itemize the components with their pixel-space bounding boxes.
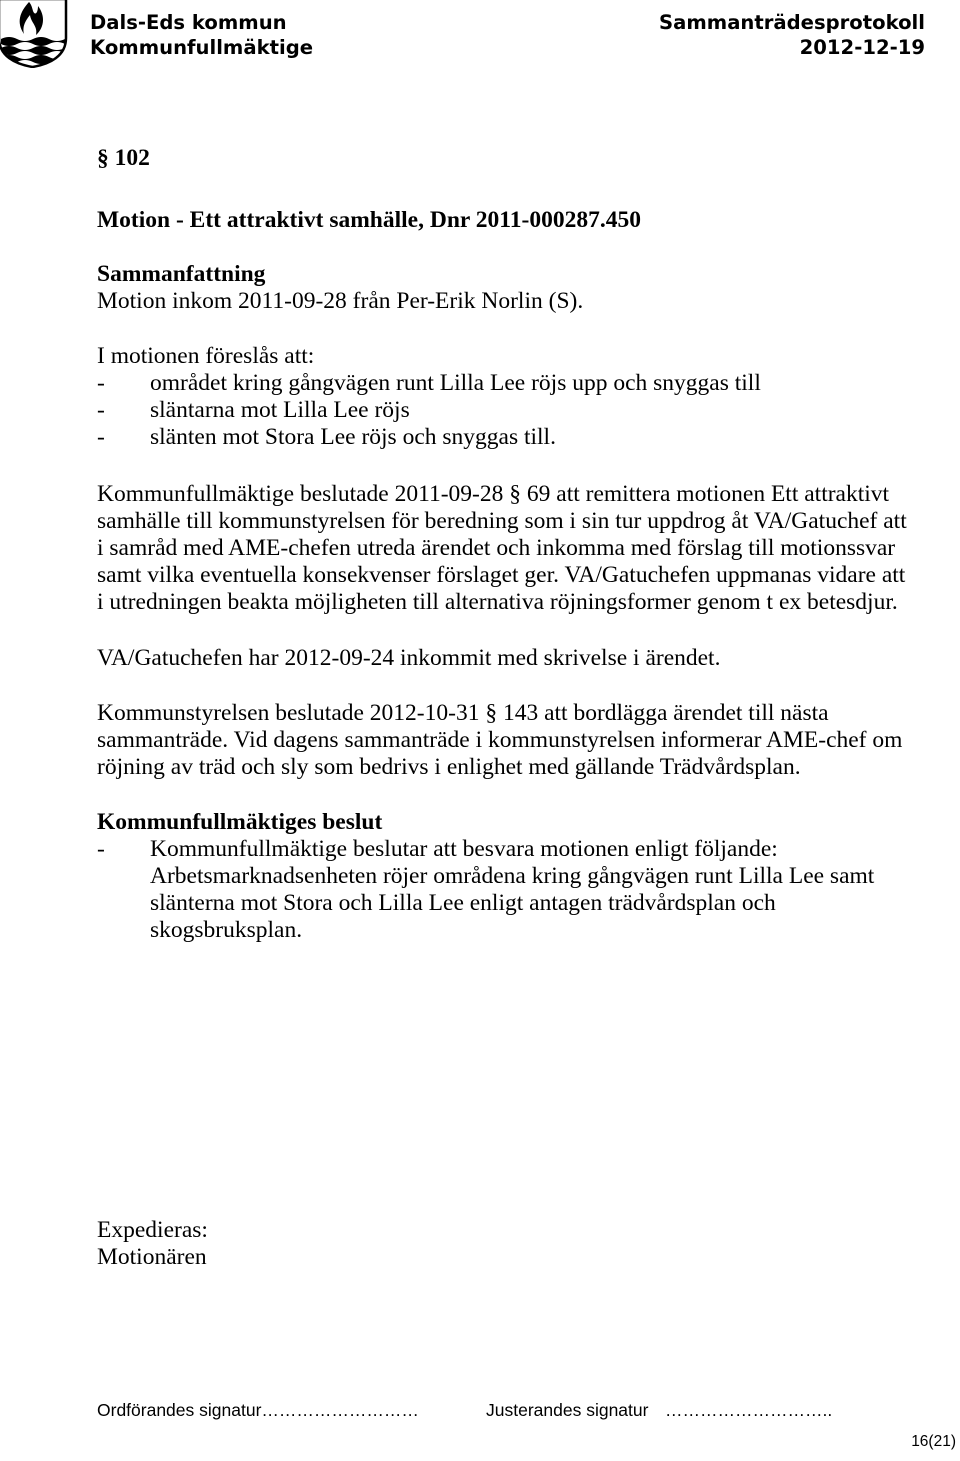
paragraph-line: samhälle till kommunstyrelsen för beredning som i sin tur uppdrog åt VA/Gatuchef att [97, 508, 907, 534]
paragraph-line: Kommunstyrelsen beslutade 2012-10-31 § 143 att bordlägga ärendet till nästa [97, 700, 829, 726]
list-marker: - [97, 424, 105, 450]
adjuster-signature-line: ……………………….. [665, 1400, 833, 1420]
municipality-name: Dals-Eds kommun [90, 11, 287, 34]
list-item [97, 424, 761, 451]
background-paragraph-3 [97, 700, 902, 781]
decision-block [97, 809, 874, 944]
list-item [97, 397, 761, 424]
paragraph-line: samt vilka eventuella konsekvenser förslaget ger. VA/Gatuchefen uppmanas vidare att [97, 562, 906, 588]
proposal-intro: I motionen föreslås att: [97, 343, 315, 369]
document-type: Sammanträdesprotokoll [659, 11, 925, 34]
summary-text: Motion inkom 2011-09-28 från Per-Erik Norlin (S). [97, 288, 584, 314]
proposal-block [97, 343, 761, 451]
decision-heading: Kommunfullmäktiges beslut [97, 809, 383, 835]
list-item-continuation: slänterna mot Stora och Lilla Lee enligt antagen trädvårdsplan och [150, 890, 776, 916]
adjuster-signature-label: Justerandes signatur [486, 1400, 649, 1420]
chair-signature-label: Ordförandes signatur [97, 1400, 262, 1420]
section-number: § 102 [97, 145, 150, 171]
list-item-text: slänten mot Stora Lee röjs och snyggas till. [150, 424, 556, 450]
paragraph-line: Kommunfullmäktige beslutade 2011-09-28 § 69 att remittera motionen Ett attraktivt [97, 481, 890, 507]
list-item-continuation: skogsbruksplan. [150, 917, 303, 943]
distribution-recipient: Motionären [97, 1244, 207, 1270]
summary-heading: Sammanfattning [97, 261, 266, 287]
chair-signature-line: ……………………… [261, 1400, 419, 1420]
distribution-block [97, 1217, 208, 1271]
list-item-continuation: Arbetsmarknadsenheten röjer områdena kring gångvägen runt Lilla Lee samt [150, 863, 875, 889]
coat-of-arms-icon [0, 0, 68, 68]
summary-block [97, 261, 583, 315]
list-item [97, 836, 874, 863]
page-number: 16(21) [911, 1433, 956, 1450]
list-marker: - [97, 397, 105, 423]
list-marker: - [97, 836, 105, 862]
meeting-date: 2012-12-19 [799, 36, 925, 59]
list-item-text: området kring gångvägen runt Lilla Lee röjs upp och snyggas till [150, 370, 761, 396]
chair-signature [97, 1400, 419, 1420]
distribution-heading: Expedieras: [97, 1217, 208, 1243]
list-item [97, 370, 761, 397]
background-paragraph-1 [97, 481, 907, 616]
section-title: Motion - Ett attraktivt samhälle, Dnr 2011-000287.450 [97, 207, 641, 233]
list-item-text: släntarna mot Lilla Lee röjs [150, 397, 410, 423]
committee-name: Kommunfullmäktige [90, 36, 314, 59]
paragraph-line: i samråd med AME-chefen utreda ärendet och inkomma med förslag till motionssvar [97, 535, 896, 561]
paragraph-line: röjning av träd och sly som bedrivs i enlighet med gällande Trädvårdsplan. [97, 754, 801, 780]
paragraph-line: sammanträde. Vid dagens sammanträde i kommunstyrelsen informerar AME-chef om [97, 727, 903, 753]
list-item-text: Kommunfullmäktige beslutar att besvara motionen enligt följande: [150, 836, 778, 862]
background-paragraph-2: VA/Gatuchefen har 2012-09-24 inkommit med skrivelse i ärendet. [97, 645, 721, 671]
paragraph-line: i utredningen beakta möjligheten till alternativa röjningsformer genom t ex betesdjur. [97, 589, 898, 615]
list-marker: - [97, 370, 105, 396]
